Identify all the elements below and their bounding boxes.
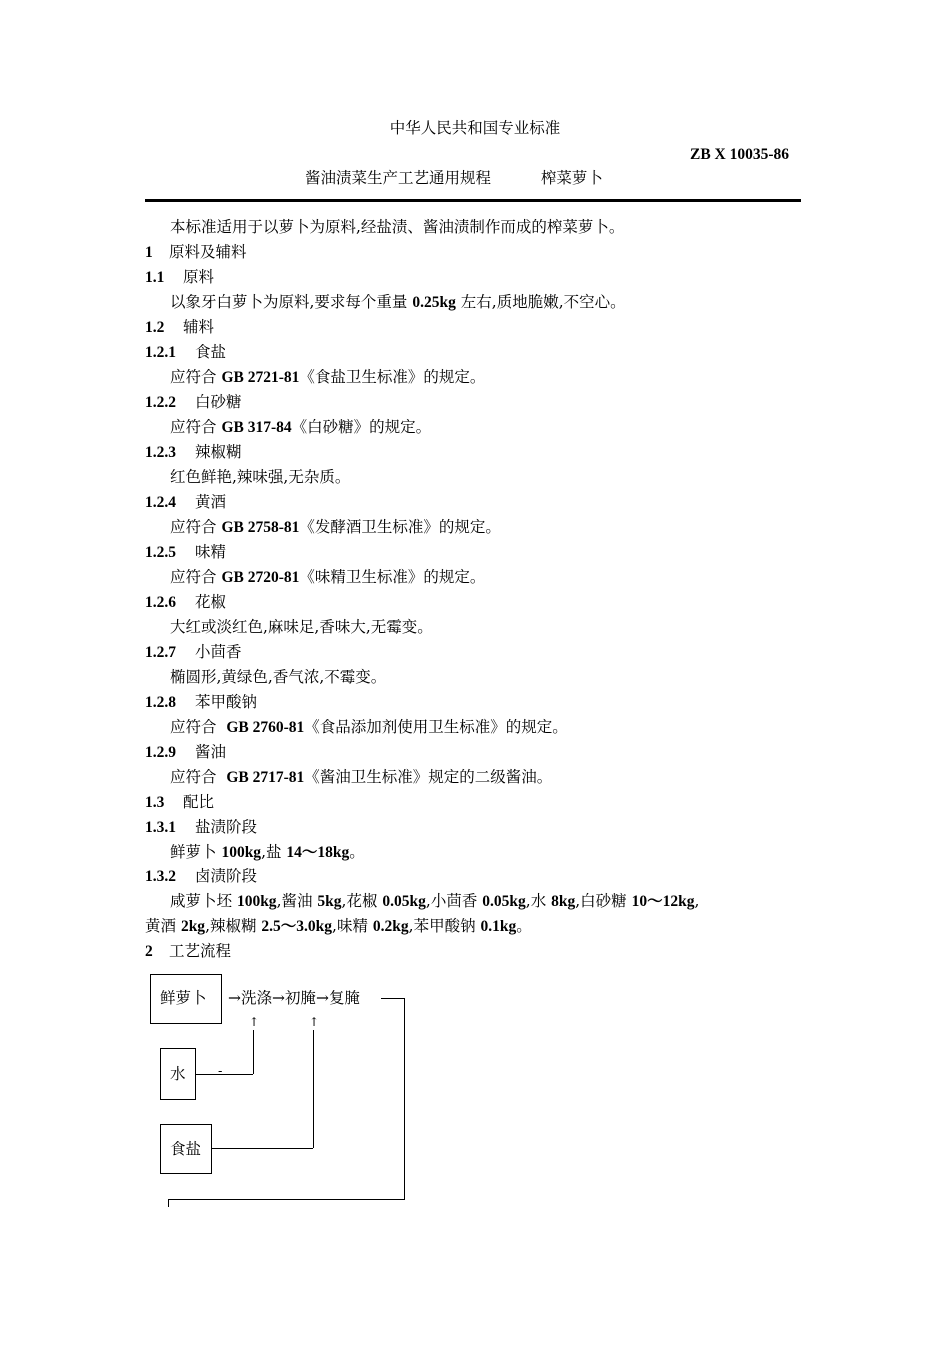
value: 2.5～3.0kg bbox=[261, 918, 333, 935]
section-num: 1.2.3 bbox=[145, 444, 176, 461]
flow-line bbox=[195, 1074, 253, 1075]
section-2-heading bbox=[145, 941, 231, 962]
doc-title-main: 酱油渍菜生产工艺通用规程 bbox=[305, 169, 492, 187]
section-num: 1.3.2 bbox=[145, 868, 176, 885]
flow-line bbox=[168, 1199, 169, 1207]
text: 咸萝卜坯 bbox=[170, 892, 237, 910]
text: , bbox=[694, 892, 700, 910]
section-1-2-3-heading bbox=[145, 442, 242, 463]
text: 鲜萝卜 bbox=[170, 843, 222, 861]
standard-ref: GB 317-84 bbox=[221, 419, 292, 436]
section-1-2-4-heading bbox=[145, 492, 226, 513]
flow-label-water: 水 bbox=[170, 1065, 186, 1083]
section-1-3-1-heading bbox=[145, 817, 257, 838]
flow-dash: - bbox=[218, 1064, 223, 1079]
section-1-2-7-heading bbox=[145, 642, 242, 663]
value: 100kg bbox=[236, 893, 277, 910]
section-num: 1.2.4 bbox=[145, 494, 176, 511]
section-title: 白砂糖 bbox=[195, 393, 242, 411]
value: 100kg bbox=[221, 844, 262, 861]
text: 《白砂糖》的规定。 bbox=[291, 418, 432, 436]
text: 应符合 bbox=[170, 418, 222, 436]
section-1-2-6-body: 大红或淡红色,麻味足,香味大,无霉变。 bbox=[170, 618, 433, 636]
arrow-up-icon: ↑ bbox=[249, 1015, 260, 1029]
section-1-2-9-body bbox=[170, 767, 552, 788]
section-title: 卤渍阶段 bbox=[195, 867, 258, 885]
text: ,花椒 bbox=[341, 892, 383, 910]
section-1-1-body bbox=[170, 292, 626, 313]
standard-ref: GB 2721-81 bbox=[221, 369, 300, 386]
section-num: 1.2.1 bbox=[145, 344, 176, 361]
section-num: 1.2.6 bbox=[145, 594, 176, 611]
section-num: 1 bbox=[145, 244, 153, 261]
arrow-up-icon: ↑ bbox=[309, 1015, 320, 1029]
text: 。 bbox=[349, 843, 365, 861]
section-title: 辣椒糊 bbox=[195, 443, 242, 461]
section-1-3-2-heading bbox=[145, 866, 257, 887]
text: ,盐 bbox=[261, 843, 287, 861]
value: 0.05kg bbox=[382, 893, 426, 910]
value: 14～18kg bbox=[286, 844, 350, 861]
section-title: 配比 bbox=[183, 793, 215, 811]
value: 0.05kg bbox=[482, 893, 526, 910]
flow-line bbox=[253, 1030, 254, 1074]
section-1-1-heading bbox=[145, 267, 214, 288]
section-num: 1.1 bbox=[145, 269, 165, 286]
flow-label-fresh-radish: 鲜萝卜 bbox=[160, 989, 207, 1007]
section-1-2-1-heading bbox=[145, 342, 226, 363]
section-1-heading bbox=[145, 242, 247, 263]
text: ,酱油 bbox=[276, 892, 318, 910]
standard-ref: GB 2717-81 bbox=[226, 769, 305, 786]
header-org: 中华人民共和国专业标准 bbox=[389, 119, 561, 137]
value: 10～12kg bbox=[631, 893, 695, 910]
text: 应符合 bbox=[170, 368, 222, 386]
section-1-2-5-body bbox=[170, 567, 485, 588]
section-title: 辅料 bbox=[183, 318, 215, 336]
flow-line bbox=[168, 1199, 405, 1200]
text: ,辣椒糊 bbox=[205, 917, 262, 935]
section-1-2-2-heading bbox=[145, 392, 242, 413]
section-1-2-4-body bbox=[170, 517, 501, 538]
section-title: 盐渍阶段 bbox=[195, 818, 258, 836]
text: 《酱油卫生标准》规定的二级酱油。 bbox=[304, 768, 553, 786]
text: 以象牙白萝卜为原料,要求每个重量 bbox=[170, 293, 413, 311]
section-title: 花椒 bbox=[195, 593, 227, 611]
section-title: 味精 bbox=[195, 543, 227, 561]
standard-ref: GB 2720-81 bbox=[221, 569, 300, 586]
section-num: 1.2.8 bbox=[145, 694, 176, 711]
value: 8kg bbox=[551, 893, 576, 910]
text: ,味精 bbox=[332, 917, 373, 935]
section-1-3-heading bbox=[145, 792, 214, 813]
text: ,小茴香 bbox=[425, 892, 483, 910]
section-title: 原料及辅料 bbox=[169, 243, 247, 261]
section-1-2-8-heading bbox=[145, 692, 257, 713]
section-num: 1.3.1 bbox=[145, 819, 176, 836]
value: 0.25kg bbox=[412, 294, 456, 311]
section-num: 1.2 bbox=[145, 319, 165, 336]
section-title: 食盐 bbox=[195, 343, 227, 361]
text: ,白砂糖 bbox=[575, 892, 632, 910]
section-1-2-2-body bbox=[170, 417, 431, 438]
section-title: 工艺流程 bbox=[169, 942, 232, 960]
text: ,苯甲酸钠 bbox=[408, 917, 481, 935]
text: ,水 bbox=[525, 892, 552, 910]
text: 应符合 bbox=[170, 568, 222, 586]
section-num: 1.2.5 bbox=[145, 544, 176, 561]
section-num: 1.2.2 bbox=[145, 394, 176, 411]
section-title: 酱油 bbox=[195, 743, 227, 761]
section-title: 苯甲酸钠 bbox=[195, 693, 258, 711]
text: 左右,质地脆嫩,不空心。 bbox=[455, 293, 626, 311]
standard-ref: GB 2758-81 bbox=[221, 519, 300, 536]
section-title: 小茴香 bbox=[195, 643, 242, 661]
section-title: 原料 bbox=[183, 268, 215, 286]
section-1-2-6-heading bbox=[145, 592, 226, 613]
section-1-2-3-body: 红色鲜艳,辣味强,无杂质。 bbox=[170, 468, 351, 486]
text: 。 bbox=[516, 917, 532, 935]
standard-ref: GB 2760-81 bbox=[226, 719, 305, 736]
standard-code: ZB X 10035-86 bbox=[690, 146, 790, 163]
section-1-2-9-heading bbox=[145, 742, 226, 763]
text: 应符合 bbox=[170, 768, 227, 786]
section-num: 2 bbox=[145, 943, 153, 960]
section-num: 1.2.7 bbox=[145, 644, 176, 661]
text: 应符合 bbox=[170, 518, 222, 536]
flow-line bbox=[381, 998, 405, 999]
header-rule bbox=[145, 199, 801, 202]
text: 《食品添加剂使用卫生标准》的规定。 bbox=[304, 718, 568, 736]
section-1-2-5-heading bbox=[145, 542, 226, 563]
flow-steps: →洗涤→初腌→复腌 bbox=[228, 989, 360, 1007]
text: 《发酵酒卫生标准》的规定。 bbox=[299, 518, 501, 536]
section-1-2-8-body bbox=[170, 717, 568, 738]
value: 2kg bbox=[180, 918, 206, 935]
text: 黄酒 bbox=[145, 917, 181, 935]
section-1-3-2-body-line2 bbox=[145, 916, 532, 937]
section-num: 1.2.9 bbox=[145, 744, 176, 761]
section-1-2-heading bbox=[145, 317, 214, 338]
section-title: 黄酒 bbox=[195, 493, 227, 511]
flow-line bbox=[404, 998, 405, 1200]
text: 应符合 bbox=[170, 718, 227, 736]
flow-line bbox=[313, 1030, 314, 1148]
doc-title-sub: 榨菜萝卜 bbox=[540, 169, 603, 187]
text: 《味精卫生标准》的规定。 bbox=[299, 568, 486, 586]
section-num: 1.3 bbox=[145, 794, 165, 811]
value: 0.1kg bbox=[480, 918, 517, 935]
section-1-3-2-body-line1 bbox=[170, 891, 699, 912]
doc-title bbox=[305, 168, 603, 188]
section-1-2-1-body bbox=[170, 367, 485, 388]
intro-text: 本标准适用于以萝卜为原料,经盐渍、酱油渍制作而成的榨菜萝卜。 bbox=[170, 218, 625, 236]
flow-line bbox=[211, 1148, 313, 1149]
section-1-2-7-body: 椭圆形,黄绿色,香气浓,不霉变。 bbox=[170, 668, 387, 686]
flow-label-salt: 食盐 bbox=[170, 1140, 202, 1158]
value: 0.2kg bbox=[372, 918, 409, 935]
section-1-3-1-body bbox=[170, 842, 365, 863]
value: 5kg bbox=[317, 893, 342, 910]
text: 《食盐卫生标准》的规定。 bbox=[299, 368, 486, 386]
